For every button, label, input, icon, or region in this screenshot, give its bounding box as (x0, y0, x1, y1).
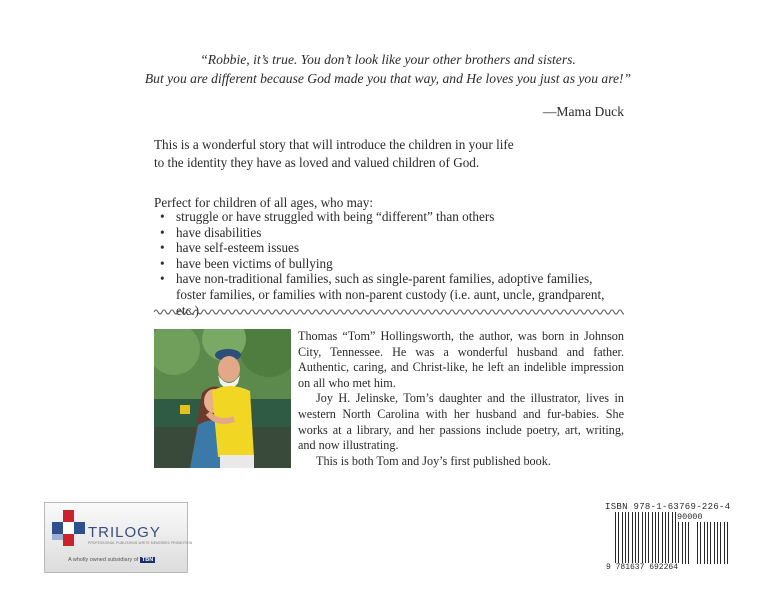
barcode-bar (727, 522, 728, 564)
list-item: • have been victims of bullying (154, 256, 624, 272)
quote-line-2: But you are different because God made you that way, and He loves you just as you are!” (144, 71, 632, 86)
quote-attribution: —Mama Duck (542, 104, 624, 119)
barcode-bar (635, 512, 636, 564)
trilogy-mark-icon (52, 510, 86, 554)
barcode-bar (707, 522, 708, 564)
wavy-divider (154, 306, 624, 318)
publisher-name: TRILOGY (88, 524, 161, 541)
barcode-bar (665, 512, 666, 564)
barcode-bar (638, 512, 639, 564)
list-item: • have self-esteem issues (154, 240, 624, 256)
audience-list (154, 209, 624, 318)
publisher-subsidiary (68, 557, 155, 563)
barcode-bar (720, 522, 721, 564)
quote-block (0, 50, 776, 88)
barcode-bar (675, 512, 676, 564)
list-item: • have disabilities (154, 225, 624, 241)
barcode-bar (615, 512, 616, 564)
barcode-bar (717, 522, 718, 564)
barcode-bar (668, 512, 669, 564)
barcode-bar (628, 512, 629, 564)
isbn-text: ISBN 978-1-63769-226-4 (605, 502, 731, 512)
publisher-tagline: PROFESSIONAL PUBLISHING WRITE MEMORIES PROMOTION (88, 541, 193, 545)
intro-line-2: to the identity they have as loved and valued children of God. (154, 155, 480, 170)
subsidiary-text: A wholly owned subsidiary of (68, 557, 139, 563)
audience-heading: Perfect for children of all ages, who may: (154, 195, 373, 210)
list-item: • struggle or have struggled with being “different” than others (154, 209, 624, 225)
barcode-bar (697, 522, 698, 564)
tbn-logo: TBN (141, 557, 154, 563)
barcode-bar (700, 522, 701, 564)
barcode-bar (714, 522, 715, 564)
barcode-bar (645, 512, 646, 564)
barcode-number: 9 781637 692264 (606, 563, 679, 572)
price-code: 90000 (677, 512, 703, 522)
barcode-bar (625, 512, 626, 564)
author-bio (298, 329, 624, 469)
barcode-bar (652, 512, 653, 564)
barcode-bar (655, 512, 656, 564)
barcode-bar (618, 512, 619, 564)
barcode-bar (642, 512, 643, 564)
bio-paragraph-author: Thomas “Tom” Hollingsworth, the author, was born in Johnson City, Tennessee. He was a wonderful husband and father. Authentic, caring, and Christ-like, he left an indelible impression on all who met him. (298, 329, 624, 390)
intro-paragraph (154, 136, 624, 172)
barcode-bar (704, 522, 705, 564)
barcode-bar (672, 512, 673, 564)
barcode-bar (648, 512, 649, 564)
barcode-bar (622, 512, 623, 564)
barcode-bar (632, 512, 633, 564)
bio-paragraph-first-book: This is both Tom and Joy’s first published book. (316, 453, 551, 468)
list-item: • have non-traditional families, such as single-parent families, adoptive families, foster families, or families with non-parent custody (i.e. aunt, uncle, grandparent, etc.) (154, 271, 624, 318)
intro-line-1: This is a wonderful story that will introduce the children in your life (154, 137, 514, 152)
barcode-bar (662, 512, 663, 564)
quote-line-1: “Robbie, it’s true. You don’t look like your other brothers and sisters. (200, 52, 576, 67)
barcode-bar (724, 522, 725, 564)
barcode-bar (658, 512, 659, 564)
bio-paragraph-illustrator: Joy H. Jelinske, Tom’s daughter and the illustrator, lives in western North Carolina with her husband and fur-babies. She works at a library, and her passions include poetry, art, writing, and now illustrating. (298, 391, 624, 453)
author-photo (154, 329, 291, 468)
barcode-bar (710, 522, 711, 564)
